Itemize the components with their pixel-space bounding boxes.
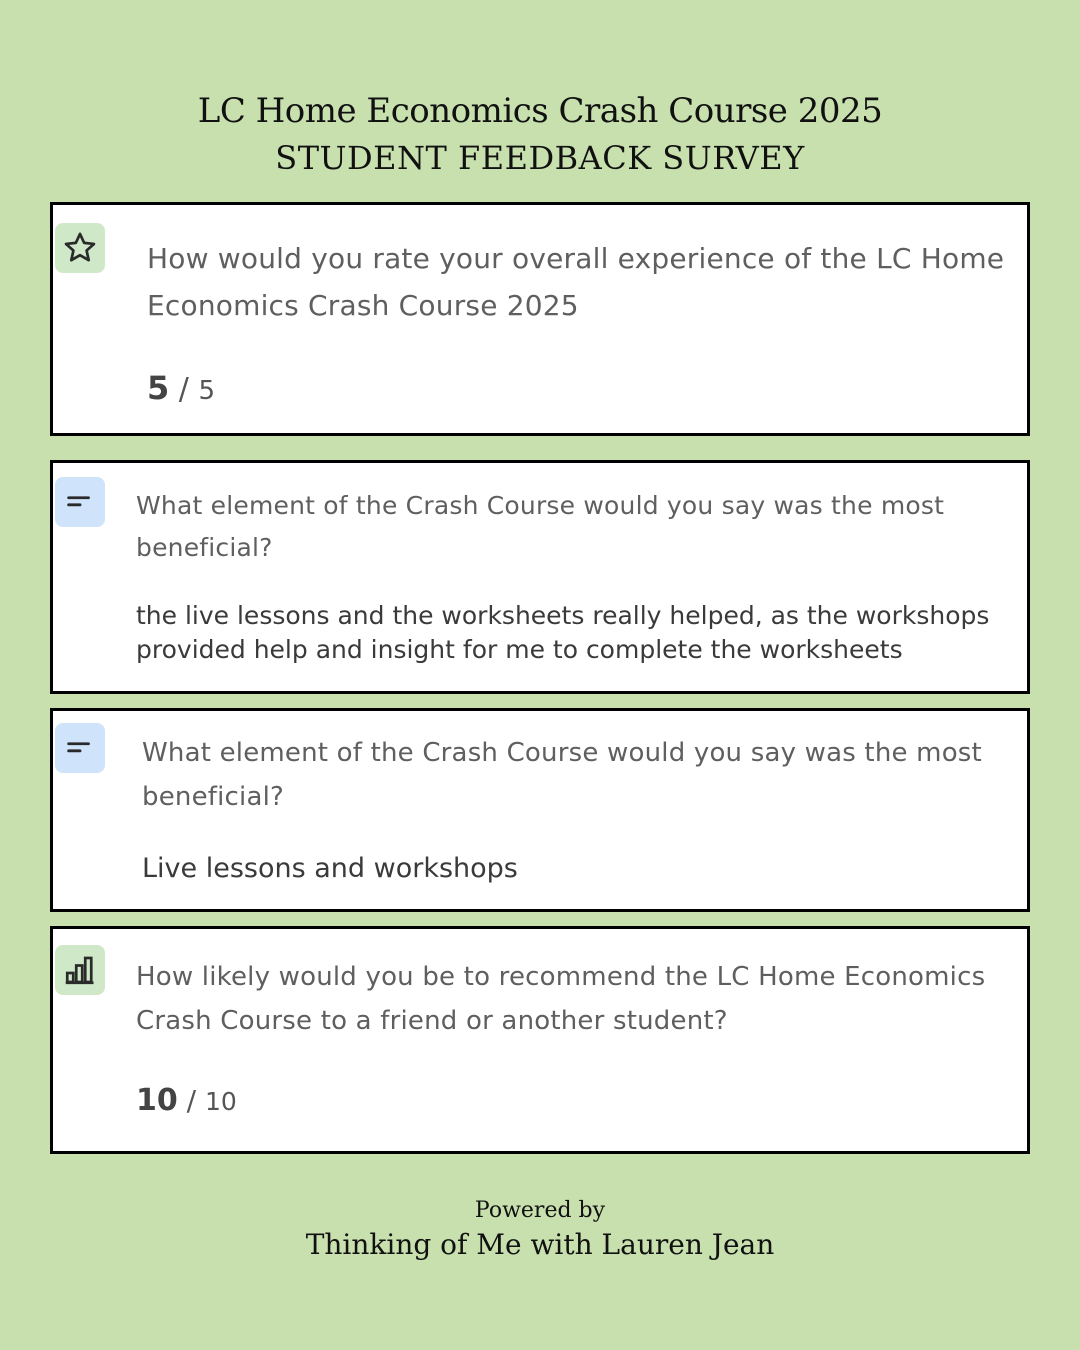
- question-text: How would you rate your overall experience of the LC Home Economics Crash Course 2025: [147, 242, 1005, 322]
- page-title: LC Home Economics Crash Course 2025: [197, 91, 883, 131]
- text-answer: Live lessons and workshops: [142, 853, 518, 884]
- question-card-text: [50, 460, 1030, 694]
- question-text: What element of the Crash Course would you say was the most beneficial?: [142, 738, 982, 812]
- powered-by-label: Powered by: [474, 1198, 606, 1223]
- score-separator: /: [169, 372, 199, 407]
- question-card-text: [50, 708, 1030, 912]
- star-icon: [62, 230, 98, 266]
- text-lines-icon: [63, 485, 97, 519]
- score-max: 10: [204, 1087, 237, 1116]
- question-type-badge: [55, 945, 105, 995]
- footer: [0, 1196, 1080, 1264]
- question-card-rating: [50, 202, 1030, 436]
- rating-score: [147, 369, 215, 407]
- page-subtitle: STUDENT FEEDBACK SURVEY: [275, 139, 805, 177]
- bar-chart-icon: [62, 952, 98, 988]
- text-answer: the live lessons and the worksheets really helped, as the workshops provided help and insight for me to complete the worksheets: [136, 601, 990, 664]
- score-value: 10: [136, 1083, 178, 1118]
- recommend-score: [136, 1083, 237, 1118]
- question-text: How likely would you be to recommend the LC Home Economics Crash Course to a friend or another student?: [136, 962, 986, 1036]
- score-max: 5: [198, 376, 215, 406]
- question-type-badge: [55, 223, 105, 273]
- text-lines-icon: [63, 731, 97, 765]
- question-type-badge: [55, 723, 105, 773]
- score-value: 5: [147, 369, 170, 407]
- question-card-recommend: [50, 926, 1030, 1154]
- score-separator: /: [177, 1084, 205, 1117]
- brand-name: Thinking of Me with Lauren Jean: [305, 1228, 775, 1261]
- question-text: What element of the Crash Course would you say was the most beneficial?: [136, 491, 945, 562]
- survey-header: [0, 88, 1080, 182]
- question-type-badge: [55, 477, 105, 527]
